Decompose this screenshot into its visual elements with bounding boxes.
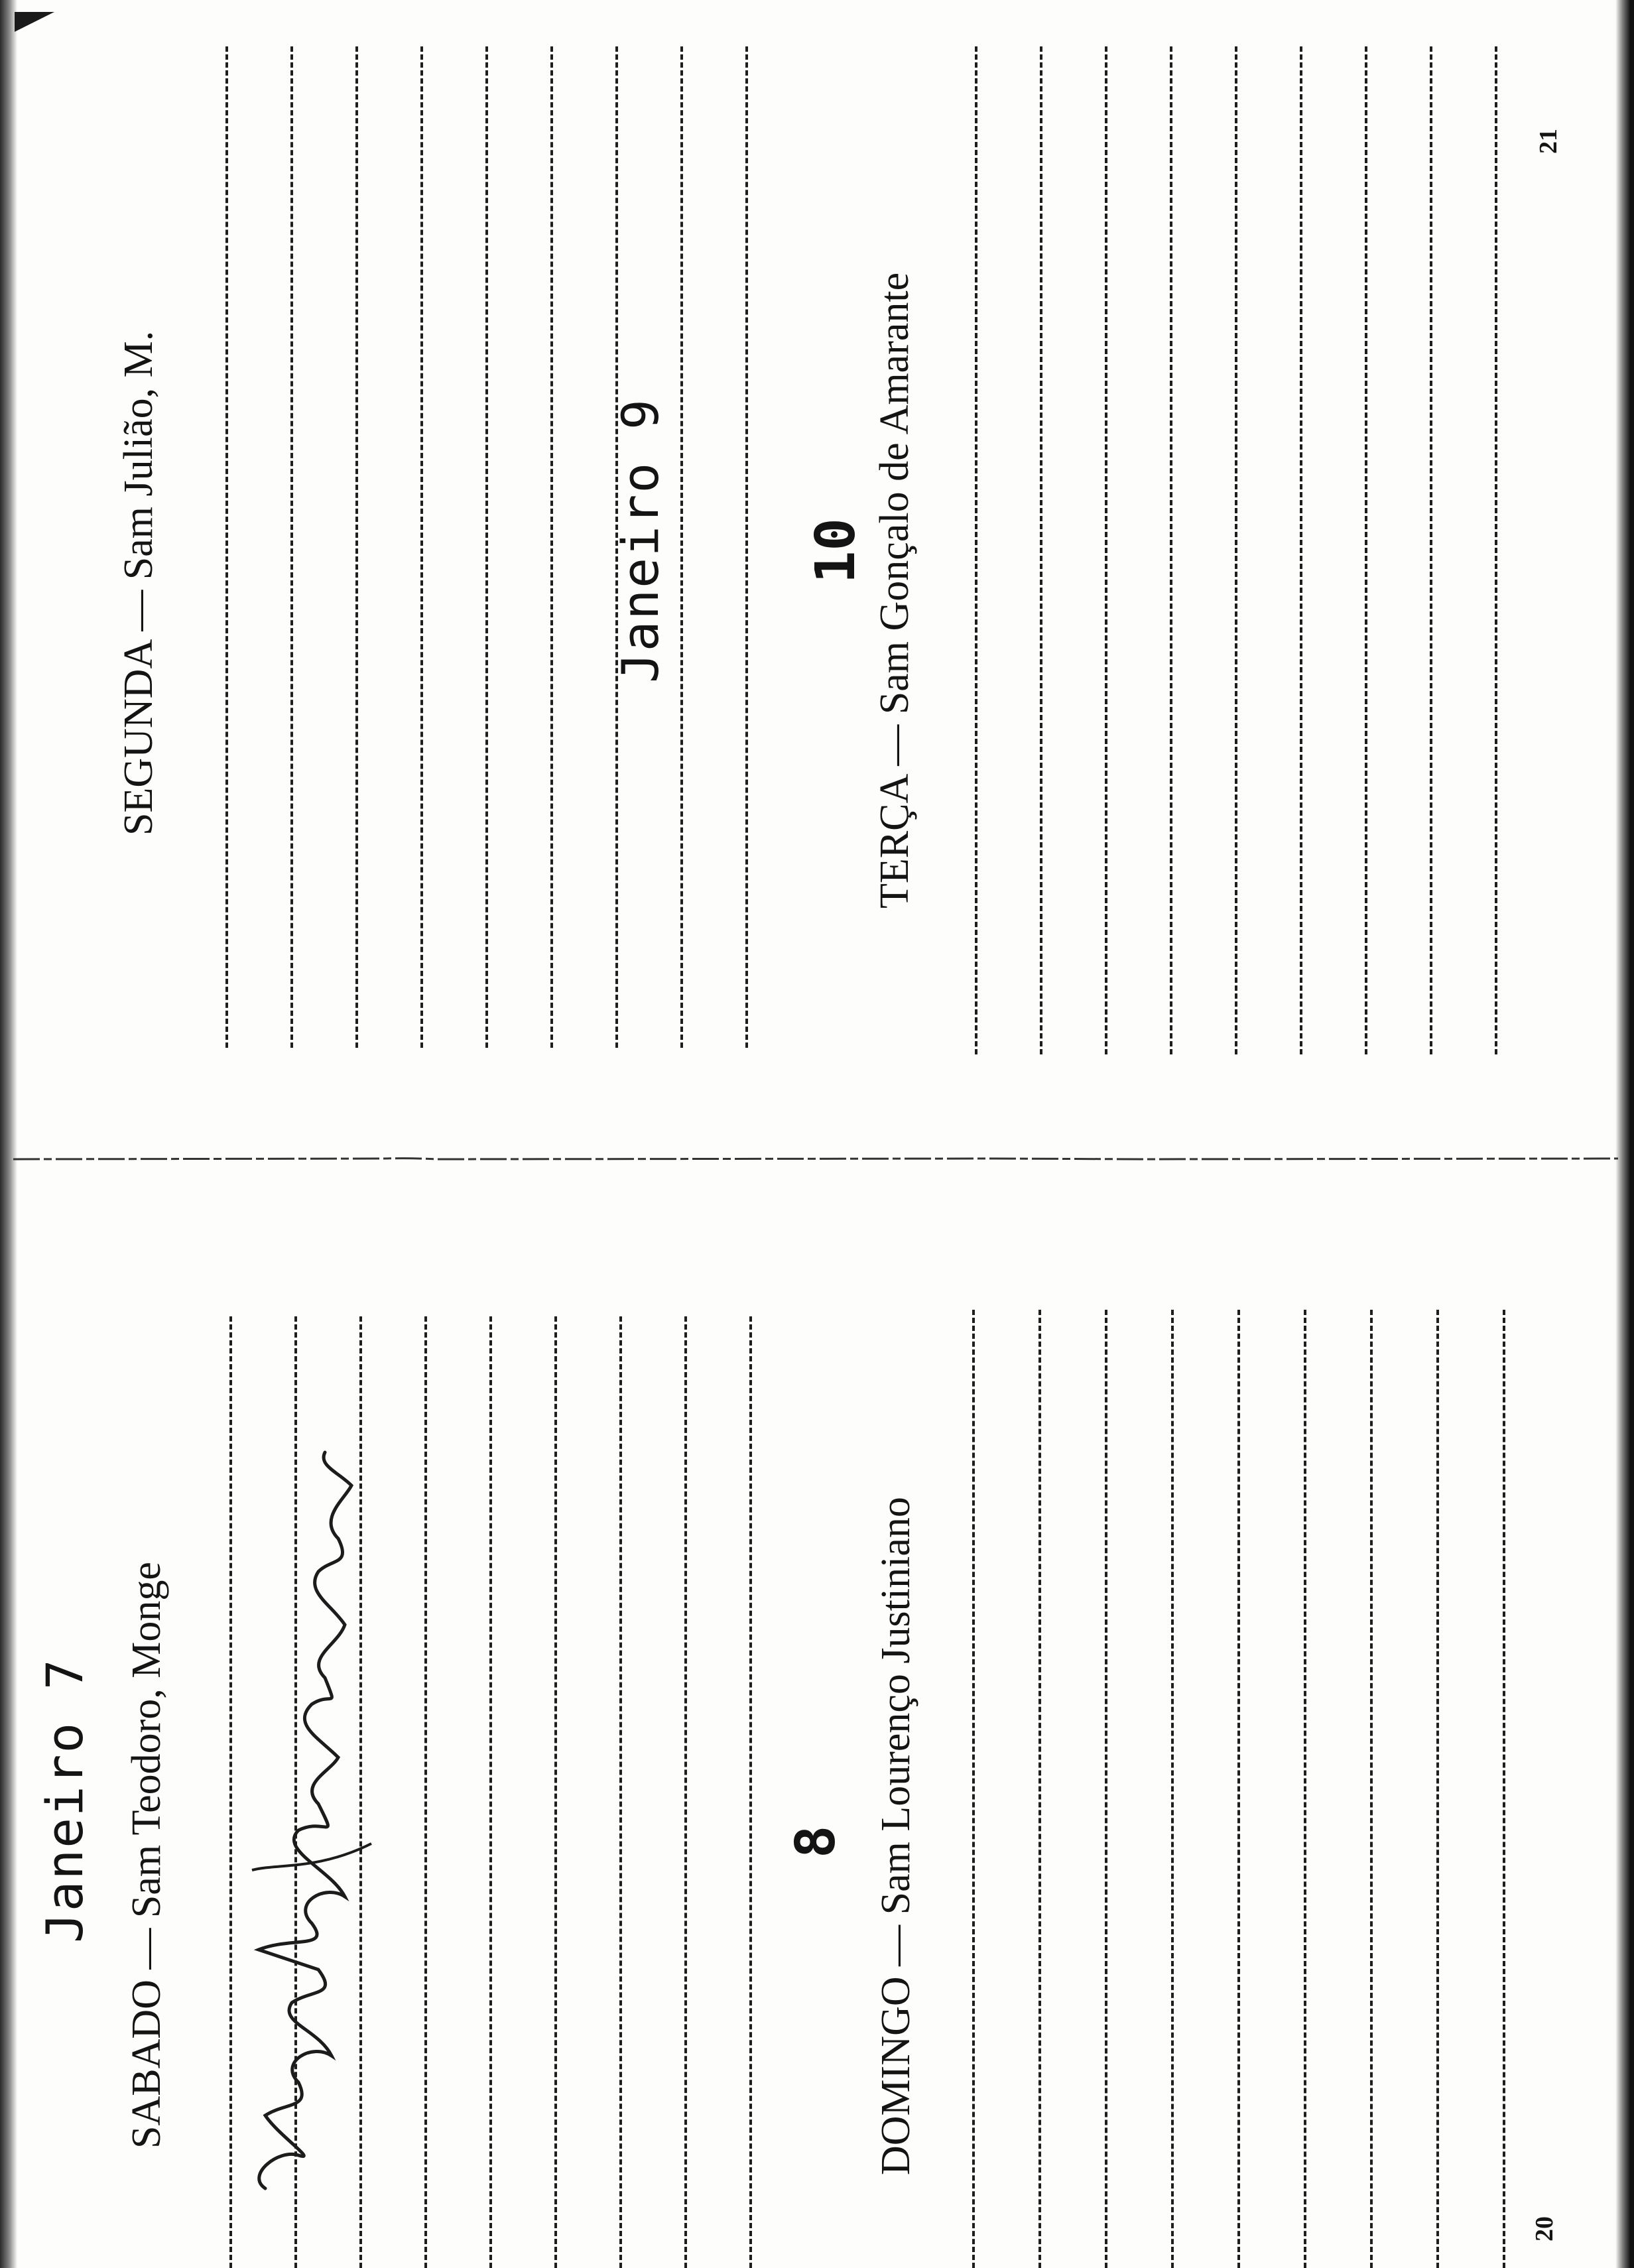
writing-line	[1235, 46, 1237, 1054]
writing-line	[1370, 1310, 1373, 2268]
writing-line	[1304, 1310, 1306, 2268]
writing-line	[1495, 46, 1497, 1054]
handwritten-note-scribble	[239, 1446, 411, 2205]
right-day2-number: 10	[804, 518, 867, 584]
page-edge-left	[0, 0, 17, 2268]
right-day2-heading: TERÇA — Sam Gonçalo de Amarante	[872, 272, 917, 909]
writing-line	[619, 1316, 622, 2268]
writing-line	[1365, 46, 1367, 1054]
writing-line	[1430, 46, 1432, 1054]
right-month-heading: Janeiro 9	[611, 398, 670, 683]
page-corner-mark	[15, 12, 54, 32]
writing-line	[1038, 1310, 1041, 2268]
writing-line	[615, 46, 618, 1048]
writing-line	[1503, 1310, 1505, 2268]
writing-line	[1170, 46, 1172, 1054]
writing-line	[1436, 1310, 1439, 2268]
writing-line	[975, 46, 977, 1054]
writing-line	[554, 1316, 557, 2268]
writing-line	[355, 46, 358, 1048]
writing-line	[1105, 1310, 1107, 2268]
writing-line	[1105, 46, 1107, 1054]
writing-line	[1300, 46, 1302, 1054]
writing-line	[424, 1316, 427, 2268]
left-page-number: 20	[1531, 2216, 1558, 2241]
writing-line	[749, 1316, 752, 2268]
writing-line	[684, 1316, 687, 2268]
writing-line	[290, 46, 293, 1048]
writing-line	[680, 46, 683, 1048]
writing-line	[550, 46, 553, 1048]
writing-line	[972, 1310, 975, 2268]
left-day2-number: 8	[785, 1825, 848, 1858]
writing-line	[745, 46, 748, 1048]
page-edge-right	[1615, 0, 1634, 2268]
right-page-number: 21	[1535, 129, 1562, 154]
left-month-heading: Janeiro 7	[35, 1658, 94, 1943]
writing-line	[225, 46, 228, 1048]
right-day1-heading: SEGUNDA — Sam Julião, M.	[116, 330, 161, 836]
writing-line	[1040, 46, 1042, 1054]
writing-line	[420, 46, 423, 1048]
writing-line	[489, 1316, 492, 2268]
writing-line	[229, 1316, 232, 2268]
left-day1-heading: SABADO — Sam Teodoro, Monge	[124, 1562, 169, 2149]
writing-line	[1171, 1310, 1174, 2268]
writing-line	[1237, 1310, 1240, 2268]
left-day2-heading: DOMINGO — Sam Lourenço Justiniano	[873, 1497, 918, 2175]
writing-line	[485, 46, 488, 1048]
page-fold-spine	[0, 1155, 1634, 1162]
